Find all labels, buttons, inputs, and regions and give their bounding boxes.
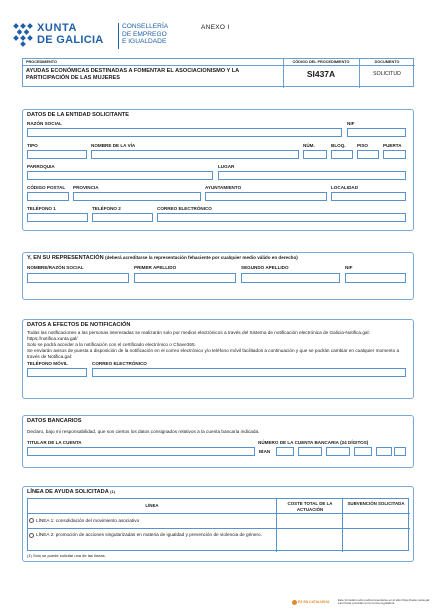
field-iban-office[interactable]: [326, 447, 350, 456]
help-title-text: LÍNEA DE AYUDA SOLICITADA: [27, 489, 109, 495]
bank-title: DATOS BANCARIOS: [27, 418, 82, 424]
col-coste-header: COSTE TOTAL DE LA ACTUACIÓN: [287, 501, 333, 512]
field-iban-dc[interactable]: [354, 447, 372, 456]
logo-divider: [118, 23, 119, 49]
label-codigo-postal: CÓDIGO POSTAL: [27, 185, 66, 190]
field-rep-nif[interactable]: [345, 273, 406, 283]
xunta-logo: [12, 22, 122, 52]
field-provincia[interactable]: [73, 192, 201, 201]
field-parroquia[interactable]: [27, 171, 213, 180]
field-razon-social[interactable]: [27, 128, 342, 137]
label-titular: TITULAR DE LA CUENTA: [27, 440, 82, 445]
procedure-caption: PROCEDIMENTO: [26, 59, 57, 64]
label-rep-apellido1: PRIMER APELLIDO: [134, 265, 177, 270]
notification-p2: Solo se podrá acceder a la notificación con el certificado electrónico o Chave365.: [27, 342, 196, 347]
help-footnote: (1) Solo se puede solicitar una de las líneas.: [27, 553, 106, 558]
radio-linea1[interactable]: [29, 518, 34, 523]
field-linea1-coste[interactable]: [277, 514, 342, 528]
linea1-label: LÍNEA 1: consolidación del movimiento asociativo: [36, 517, 140, 523]
footer-seal: ES EN CATALUNYA: [298, 599, 330, 604]
label-parroquia: PARROQUIA: [27, 164, 55, 169]
field-piso[interactable]: [357, 150, 379, 159]
label-num: NÚM.: [303, 143, 315, 148]
document-type: SOLICITUD: [373, 71, 401, 77]
bank-declaration: Declaro, bajo mi responsabilidad, que son ciertos los datos consignados relativos a la cuenta bancaria indicada.: [27, 429, 260, 434]
logo-line2: DE GALICIA: [37, 34, 104, 46]
label-puerta: PUERTA: [383, 143, 402, 148]
label-telefono2: TELÉFONO 2: [92, 206, 121, 211]
label-iban: IBAN: [259, 449, 271, 454]
notification-title: DATOS A EFECTOS DE NOTIFICACIÓN: [27, 322, 131, 328]
field-rep-apellido1[interactable]: [134, 273, 236, 283]
code-caption: CÓDIGO DEL PROCEDIMIENTO: [292, 59, 350, 64]
field-nombre-via[interactable]: [91, 150, 299, 159]
label-rep-nombre: NOMBRE/RAZÓN SOCIAL: [27, 265, 84, 270]
field-telefono1[interactable]: [27, 213, 88, 222]
field-bloq[interactable]: [331, 150, 353, 159]
seal-icon: [292, 600, 297, 605]
help-row[interactable]: [28, 514, 276, 528]
field-rep-nombre[interactable]: [27, 273, 129, 283]
representation-title-text: Y, EN SU REPRESENTACIÓN: [27, 255, 104, 261]
field-telefono2[interactable]: [92, 213, 153, 222]
field-localidad[interactable]: [331, 192, 406, 201]
label-lugar: LUGAR: [218, 164, 235, 169]
label-rep-apellido2: SEGUNDO APELLIDO: [241, 265, 289, 270]
label-localidad: LOCALIDAD: [331, 185, 359, 190]
field-nif[interactable]: [347, 128, 406, 137]
field-notif-correo[interactable]: [92, 368, 406, 377]
field-correo[interactable]: [157, 213, 406, 222]
procedure-code: SI437A: [306, 69, 336, 79]
xunta-emblem-icon: [12, 22, 34, 48]
label-rep-nif: NIF: [345, 265, 353, 270]
label-numero-cuenta: NÚMERO DE LA CUENTA BANCARIA (24 DÍGITOS): [258, 440, 369, 445]
help-row[interactable]: [28, 529, 276, 552]
field-tipo[interactable]: [27, 150, 87, 159]
annex-label: ANEXO I: [201, 24, 230, 31]
linea2-label: LÍNEA 2: promoción de acciones singularizadas en materia de igualdad y prevención de violencia de género.: [36, 532, 262, 537]
field-movil[interactable]: [27, 368, 87, 377]
field-titular[interactable]: [27, 447, 255, 456]
dept-line1: CONSELLERÍA: [122, 23, 169, 30]
label-telefono1: TELÉFONO 1: [27, 206, 56, 211]
department-name: [122, 23, 168, 46]
label-ayuntamiento: AYUNTAMIENTO: [205, 185, 242, 190]
procedure-title: AYUDAS ECONÓMICAS DESTINADAS A FOMENTAR EL ASOCIACIONISMO Y LA PARTICIPACIÓN DE LAS MUJERES: [26, 68, 239, 81]
label-movil: TELÉFONO MÓVIL: [27, 361, 68, 366]
representation-title: [27, 256, 298, 262]
field-linea1-subvencion[interactable]: [343, 514, 409, 528]
radio-linea2[interactable]: [29, 533, 34, 538]
col-linea-header: LÍNEA: [145, 503, 159, 508]
label-correo: CORREO ELECTRÓNICO: [157, 206, 212, 211]
representation-note: (deberá acreditarse la representación fehaciente por cualquier medio válido en derecho): [105, 255, 298, 260]
col-subvencion-header: SUBVENCIÓN SOLICITADA: [347, 501, 405, 506]
help-table: [27, 498, 409, 551]
logo-line1: XUNTA: [37, 22, 78, 34]
label-nombre-via: NOMBRE DE LA VÍA: [91, 143, 136, 148]
label-nif: NIF: [347, 121, 355, 126]
label-bloq: BLOQ.: [331, 143, 346, 148]
field-linea2-coste[interactable]: [277, 529, 342, 552]
label-razon-social: RAZÓN SOCIAL: [27, 121, 62, 126]
notification-p1: Todas las notificaciones a las personas interesadas se realizarán solo por medios electrónicos a través del Sistema de notificación electrónica de Galicia-Notifica.gal: https://notifica.xunta.gal/: [27, 330, 370, 342]
document-caption: DOCUMENTO: [374, 59, 400, 64]
dept-line2: DE EMPREGO: [122, 30, 167, 38]
field-iban-account-a[interactable]: [376, 447, 392, 456]
label-provincia: PROVINCIA: [73, 185, 99, 190]
label-piso: PISO: [357, 143, 368, 148]
field-iban-entity[interactable]: [298, 447, 322, 456]
field-lugar[interactable]: [218, 171, 406, 180]
help-title-note: (1): [110, 489, 116, 494]
entity-section-title: DATOS DE LA ENTIDAD SOLICITANTE: [27, 112, 130, 118]
notification-p3: Se enviarán avisos de puesta a disposición de la notificación en el correo electrónico y/o teléfono móvil facilitados a continuación y que se podrán cambiar en cualquier momento a través de Notifica.gal:: [27, 348, 400, 360]
field-iban-check[interactable]: [276, 447, 294, 456]
dept-line3: E IGUALDADE: [122, 38, 167, 46]
footer: [292, 599, 434, 609]
help-title: [27, 490, 115, 496]
field-iban-account-b[interactable]: [394, 447, 406, 456]
field-codigo-postal[interactable]: [27, 192, 69, 201]
procedure-header: [22, 58, 414, 87]
field-rep-apellido2[interactable]: [241, 273, 340, 283]
field-num[interactable]: [303, 150, 327, 159]
footer-text: Este formulario sólo podrá presentarse en el sitio https://sede.xunta.gal. Las firmas previstas en la norma reguladora: [338, 598, 430, 606]
field-linea2-subvencion[interactable]: [343, 529, 409, 552]
label-tipo: TIPO: [27, 143, 38, 148]
field-puerta[interactable]: [383, 150, 406, 159]
label-notif-correo: CORREO ELECTRÓNICO: [92, 361, 147, 366]
field-ayuntamiento[interactable]: [205, 192, 327, 201]
